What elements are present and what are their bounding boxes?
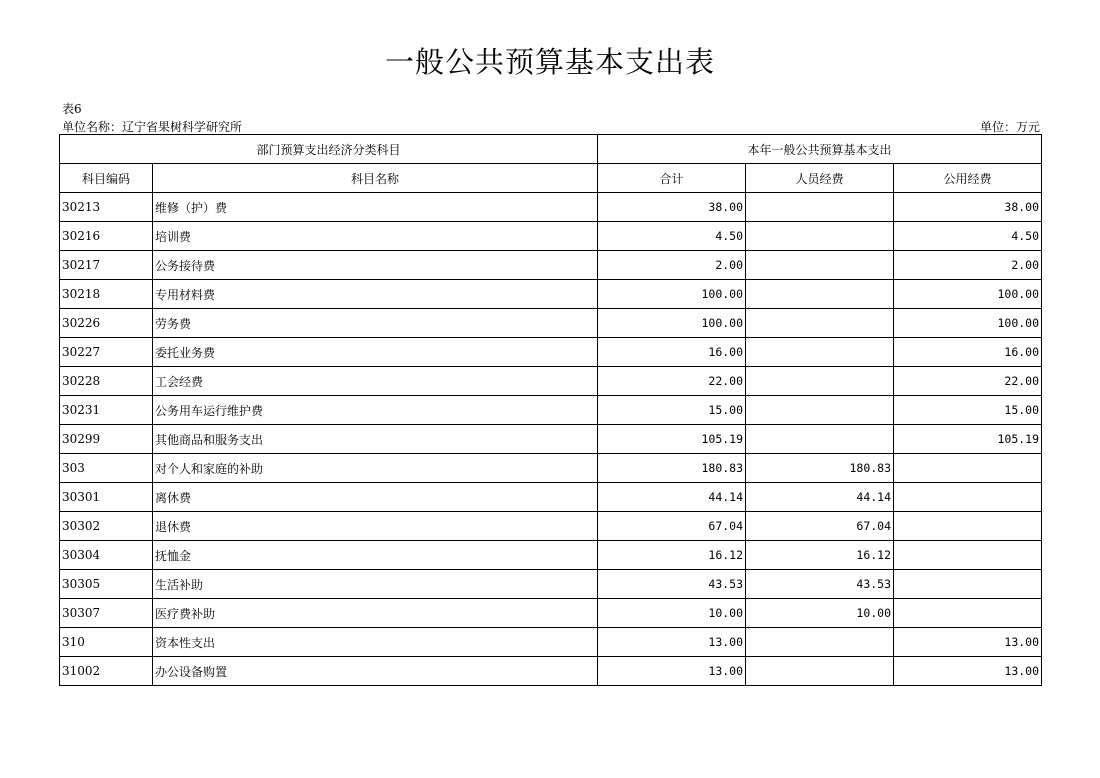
cell-code: 310 <box>60 628 153 657</box>
cell-public: 38.00 <box>894 193 1042 222</box>
cell-personnel: 44.14 <box>746 483 894 512</box>
cell-name: 培训费 <box>153 222 598 251</box>
cell-public: 13.00 <box>894 657 1042 686</box>
cell-public: 100.00 <box>894 309 1042 338</box>
table-row <box>60 483 1042 512</box>
cell-personnel <box>746 396 894 425</box>
cell-code: 30218 <box>60 280 153 309</box>
cell-public: 15.00 <box>894 396 1042 425</box>
table-row <box>60 309 1042 338</box>
cell-personnel <box>746 657 894 686</box>
cell-code: 30305 <box>60 570 153 599</box>
cell-code: 30213 <box>60 193 153 222</box>
cell-name: 公务用车运行维护费 <box>153 396 598 425</box>
cell-code: 30217 <box>60 251 153 280</box>
table-row <box>60 251 1042 280</box>
cell-name: 专用材料费 <box>153 280 598 309</box>
cell-name: 资本性支出 <box>153 628 598 657</box>
cell-personnel <box>746 222 894 251</box>
cell-public <box>894 599 1042 628</box>
cell-public <box>894 454 1042 483</box>
cell-personnel: 10.00 <box>746 599 894 628</box>
header-code: 科目编码 <box>60 164 153 193</box>
header-economic-classification: 部门预算支出经济分类科目 <box>60 135 598 164</box>
table-row <box>60 599 1042 628</box>
table-row <box>60 454 1042 483</box>
table-number: 表6 <box>62 102 82 116</box>
cell-total: 44.14 <box>598 483 746 512</box>
cell-personnel <box>746 367 894 396</box>
cell-total: 2.00 <box>598 251 746 280</box>
cell-code: 303 <box>60 454 153 483</box>
cell-total: 100.00 <box>598 309 746 338</box>
budget-table <box>59 134 1042 686</box>
header-basic-expenditure: 本年一般公共预算基本支出 <box>598 135 1042 164</box>
cell-code: 30301 <box>60 483 153 512</box>
cell-public <box>894 483 1042 512</box>
cell-personnel <box>746 280 894 309</box>
cell-code: 31002 <box>60 657 153 686</box>
cell-total: 13.00 <box>598 628 746 657</box>
cell-personnel: 180.83 <box>746 454 894 483</box>
header-personnel: 人员经费 <box>746 164 894 193</box>
cell-total: 43.53 <box>598 570 746 599</box>
header-name: 科目名称 <box>153 164 598 193</box>
cell-total: 16.12 <box>598 541 746 570</box>
cell-code: 30231 <box>60 396 153 425</box>
cell-name: 其他商品和服务支出 <box>153 425 598 454</box>
header-row-group <box>60 135 1042 164</box>
cell-personnel: 16.12 <box>746 541 894 570</box>
table-row <box>60 338 1042 367</box>
cell-personnel <box>746 338 894 367</box>
header-row-columns <box>60 164 1042 193</box>
cell-public: 4.50 <box>894 222 1042 251</box>
unit-name: 单位名称：辽宁省果树科学研究所 <box>62 120 243 134</box>
cell-code: 30302 <box>60 512 153 541</box>
table-row <box>60 367 1042 396</box>
cell-total: 16.00 <box>598 338 746 367</box>
cell-name: 公务接待费 <box>153 251 598 280</box>
cell-name: 办公设备购置 <box>153 657 598 686</box>
cell-name: 生活补助 <box>153 570 598 599</box>
cell-personnel <box>746 628 894 657</box>
cell-personnel <box>746 425 894 454</box>
cell-personnel <box>746 251 894 280</box>
cell-code: 30304 <box>60 541 153 570</box>
cell-personnel <box>746 193 894 222</box>
cell-code: 30307 <box>60 599 153 628</box>
cell-total: 100.00 <box>598 280 746 309</box>
cell-public <box>894 541 1042 570</box>
table-row <box>60 570 1042 599</box>
cell-personnel <box>746 309 894 338</box>
cell-total: 67.04 <box>598 512 746 541</box>
table-row <box>60 396 1042 425</box>
cell-name: 维修（护）费 <box>153 193 598 222</box>
cell-total: 13.00 <box>598 657 746 686</box>
cell-total: 4.50 <box>598 222 746 251</box>
cell-total: 15.00 <box>598 396 746 425</box>
table-row <box>60 222 1042 251</box>
cell-code: 30226 <box>60 309 153 338</box>
cell-name: 医疗费补助 <box>153 599 598 628</box>
cell-name: 抚恤金 <box>153 541 598 570</box>
currency-unit: 单位：万元 <box>979 120 1040 134</box>
page-title: 一般公共预算基本支出表 <box>384 45 715 79</box>
cell-total: 180.83 <box>598 454 746 483</box>
cell-name: 劳务费 <box>153 309 598 338</box>
cell-public: 13.00 <box>894 628 1042 657</box>
table-row <box>60 193 1042 222</box>
cell-code: 30228 <box>60 367 153 396</box>
header-public: 公用经费 <box>894 164 1042 193</box>
cell-public: 22.00 <box>894 367 1042 396</box>
cell-name: 工会经费 <box>153 367 598 396</box>
table-row <box>60 280 1042 309</box>
cell-code: 30216 <box>60 222 153 251</box>
cell-code: 30299 <box>60 425 153 454</box>
header-total: 合计 <box>598 164 746 193</box>
cell-public <box>894 570 1042 599</box>
cell-personnel: 67.04 <box>746 512 894 541</box>
cell-code: 30227 <box>60 338 153 367</box>
table-row <box>60 628 1042 657</box>
cell-total: 105.19 <box>598 425 746 454</box>
table-row <box>60 512 1042 541</box>
cell-public: 100.00 <box>894 280 1042 309</box>
cell-total: 22.00 <box>598 367 746 396</box>
cell-public: 16.00 <box>894 338 1042 367</box>
cell-public: 2.00 <box>894 251 1042 280</box>
cell-total: 38.00 <box>598 193 746 222</box>
table-row <box>60 657 1042 686</box>
cell-public <box>894 512 1042 541</box>
cell-public: 105.19 <box>894 425 1042 454</box>
cell-name: 委托业务费 <box>153 338 598 367</box>
cell-name: 对个人和家庭的补助 <box>153 454 598 483</box>
cell-personnel: 43.53 <box>746 570 894 599</box>
cell-name: 离休费 <box>153 483 598 512</box>
table-row <box>60 541 1042 570</box>
cell-name: 退休费 <box>153 512 598 541</box>
table-row <box>60 425 1042 454</box>
cell-total: 10.00 <box>598 599 746 628</box>
